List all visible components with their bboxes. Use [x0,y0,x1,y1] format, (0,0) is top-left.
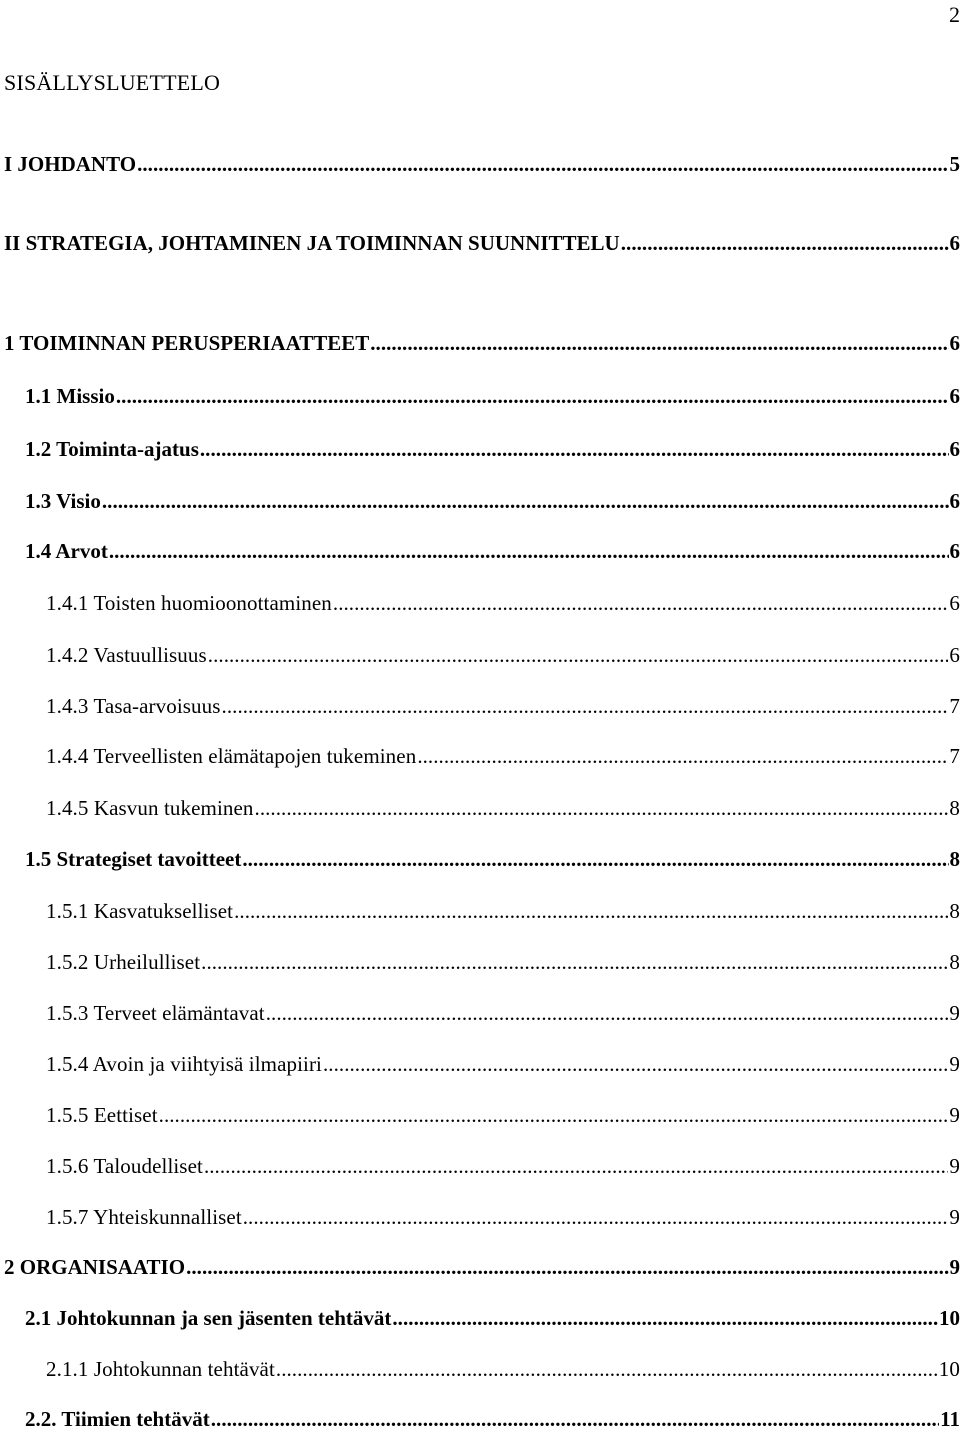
dot-leader [200,436,949,462]
toc-entry-label: 1.1 Missio [25,383,115,409]
toc-entry[interactable] [46,1356,960,1382]
toc-entry-label: 1.5.3 Terveet elämäntavat [46,1000,265,1026]
toc-entry[interactable] [4,151,960,177]
dot-leader [243,1204,949,1230]
toc-entry-label: 1.5.1 Kasvatukselliset [46,898,233,924]
dot-leader [204,1153,948,1179]
dot-leader [255,795,949,821]
toc-entry[interactable] [46,1102,960,1128]
toc-entry-page: 6 [950,330,960,356]
dot-leader [137,151,948,177]
toc-entry-label: 1.4.4 Terveellisten elämätapojen tukeminen [46,743,416,769]
toc-entry-label: 1.5.6 Taloudelliset [46,1153,203,1179]
toc-entry-page: 11 [940,1406,960,1432]
toc-entry-page: 8 [949,898,960,924]
toc-entry-label: 1.4.2 Vastuullisuus [46,642,207,668]
toc-entry[interactable] [46,898,960,924]
dot-leader [276,1356,938,1382]
toc-entry-label: 1.5 Strategiset tavoitteet [25,846,241,872]
toc-entry[interactable] [46,795,960,821]
toc-entry-page: 9 [949,1204,960,1230]
toc-entry-label: 2.1 Johtokunnan ja sen jäsenten tehtävät [25,1305,391,1331]
dot-leader [201,949,948,975]
toc-entry-page: 6 [949,642,960,668]
dot-leader [222,693,949,719]
dot-leader [208,642,949,668]
page-number: 2 [949,2,960,28]
toc-entry-label: 1.5.2 Urheilulliset [46,949,200,975]
toc-entry-label: I JOHDANTO [4,151,136,177]
toc-entry-page: 9 [950,1254,960,1280]
toc-entry-page: 8 [949,949,960,975]
toc-entry-page: 6 [950,488,960,514]
toc-entry-page: 10 [939,1356,960,1382]
toc-entry[interactable] [25,1406,960,1432]
toc-entry-page: 6 [950,538,960,564]
toc-entry[interactable] [4,230,960,256]
toc-entry-page: 8 [950,846,960,872]
toc-entry-page: 9 [949,1102,960,1128]
dot-leader [392,1305,938,1331]
dot-leader [242,846,948,872]
toc-entry-label: 1.5.4 Avoin ja viihtyisä ilmapiiri [46,1051,322,1077]
toc-entry-page: 8 [949,795,960,821]
toc-entry-page: 9 [949,1051,960,1077]
toc-entry-page: 7 [949,743,960,769]
dot-leader [116,383,949,409]
toc-entry[interactable] [46,1204,960,1230]
dot-leader [370,330,948,356]
toc-entry-page: 6 [950,230,960,256]
toc-entry-label: II STRATEGIA, JOHTAMINEN JA TOIMINNAN SUUNNITTELU [4,230,620,256]
toc-entry-page: 9 [949,1000,960,1026]
toc-entry-page: 6 [950,383,960,409]
dot-leader [159,1102,949,1128]
toc-entry-label: 1.2 Toiminta-ajatus [25,436,199,462]
dot-leader [234,898,948,924]
toc-entry-label: 2.2. Tiimien tehtävät [25,1406,210,1432]
toc-entry[interactable] [25,846,960,872]
toc-entry-label: 2 ORGANISAATIO [4,1254,185,1280]
dot-leader [323,1051,948,1077]
dot-leader [417,743,948,769]
toc-entry-page: 6 [949,590,960,616]
toc-entry[interactable] [46,1153,960,1179]
toc-entry-page: 9 [949,1153,960,1179]
toc-entry-label: 1.4 Arvot [25,538,108,564]
dot-leader [186,1254,948,1280]
dot-leader [621,230,949,256]
toc-entry[interactable] [46,693,960,719]
toc-entry[interactable] [25,538,960,564]
toc-entry-page: 5 [950,151,960,177]
toc-entry-label: 1.3 Visio [25,488,101,514]
toc-entry[interactable] [46,743,960,769]
toc-entry[interactable] [46,642,960,668]
toc-entry[interactable] [46,590,960,616]
toc-entry-label: 2.1.1 Johtokunnan tehtävät [46,1356,275,1382]
toc-entry[interactable] [25,383,960,409]
dot-leader [211,1406,939,1432]
toc-entry-page: 6 [950,436,960,462]
toc-entry-page: 10 [939,1305,960,1331]
toc-entry[interactable] [4,330,960,356]
toc-entry[interactable] [4,1254,960,1280]
dot-leader [266,1000,949,1026]
toc-entry[interactable] [25,1305,960,1331]
toc-entry[interactable] [25,436,960,462]
toc-entry-label: 1.5.7 Yhteiskunnalliset [46,1204,242,1230]
toc-entry-label: 1.4.5 Kasvun tukeminen [46,795,254,821]
toc-entry[interactable] [25,488,960,514]
toc-entry-label: 1.4.3 Tasa-arvoisuus [46,693,221,719]
toc-entry-label: 1 TOIMINNAN PERUSPERIAATTEET [4,330,369,356]
toc-entry[interactable] [46,1051,960,1077]
dot-leader [333,590,948,616]
toc-entry-label: 1.5.5 Eettiset [46,1102,158,1128]
dot-leader [109,538,949,564]
toc-entry[interactable] [46,949,960,975]
toc-heading: SISÄLLYSLUETTELO [4,70,220,96]
toc-entry[interactable] [46,1000,960,1026]
toc-entry-page: 7 [949,693,960,719]
toc-entry-label: 1.4.1 Toisten huomioonottaminen [46,590,332,616]
dot-leader [102,488,949,514]
